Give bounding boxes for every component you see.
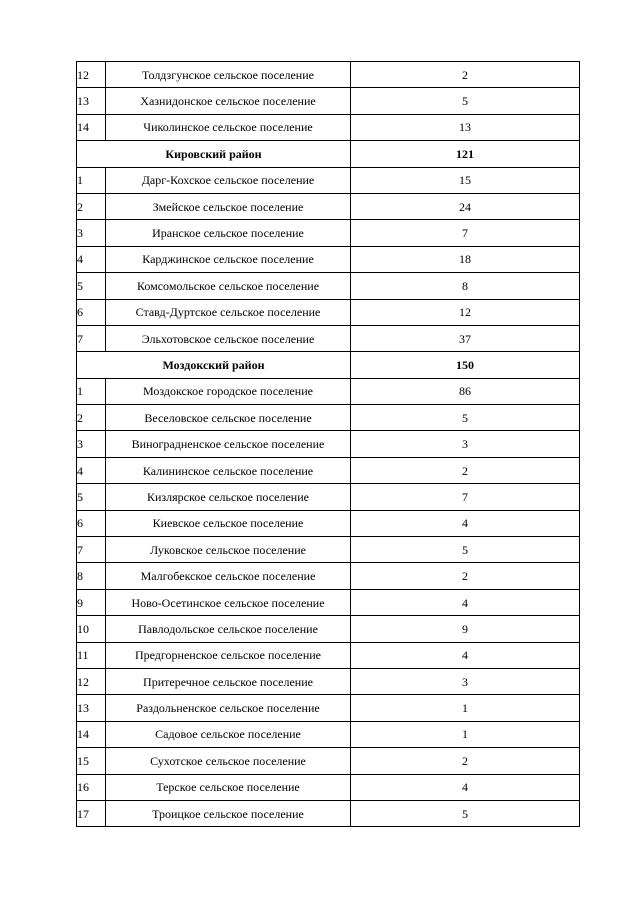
settlement-name-cell: Толдзгунское сельское поселение <box>106 62 351 88</box>
row-number-cell: 1 <box>77 378 106 404</box>
count-cell: 7 <box>351 484 580 510</box>
row-number-cell: 11 <box>77 642 106 668</box>
table-row <box>77 62 580 88</box>
settlement-name-cell: Эльхотовское сельское поселение <box>106 325 351 351</box>
row-number-cell: 12 <box>77 62 106 88</box>
settlement-name-cell: Чиколинское сельское поселение <box>106 114 351 140</box>
table-row <box>77 299 580 325</box>
row-number-cell: 7 <box>77 537 106 563</box>
settlement-name-cell: Хазнидонское сельское поселение <box>106 88 351 114</box>
count-cell: 2 <box>351 563 580 589</box>
table-row <box>77 748 580 774</box>
count-cell: 5 <box>351 88 580 114</box>
settlement-name-cell: Кизлярское сельское поселение <box>106 484 351 510</box>
table-row <box>77 537 580 563</box>
row-number-cell: 3 <box>77 220 106 246</box>
count-cell: 9 <box>351 616 580 642</box>
settlement-name-cell: Иранское сельское поселение <box>106 220 351 246</box>
table-row <box>77 325 580 351</box>
settlement-name-cell: Сухотское сельское поселение <box>106 748 351 774</box>
table-row <box>77 88 580 114</box>
settlement-name-cell: Притеречное сельское поселение <box>106 668 351 694</box>
table-row <box>77 193 580 219</box>
district-total-cell: 150 <box>351 352 580 378</box>
count-cell: 8 <box>351 273 580 299</box>
row-number-cell: 13 <box>77 695 106 721</box>
district-header-row <box>77 352 580 378</box>
count-cell: 5 <box>351 800 580 826</box>
row-number-cell: 6 <box>77 510 106 536</box>
settlement-name-cell: Киевское сельское поселение <box>106 510 351 536</box>
row-number-cell: 2 <box>77 193 106 219</box>
count-cell: 4 <box>351 774 580 800</box>
settlement-name-cell: Луковское сельское поселение <box>106 537 351 563</box>
count-cell: 2 <box>351 457 580 483</box>
table-row <box>77 774 580 800</box>
table-row <box>77 589 580 615</box>
row-number-cell: 6 <box>77 299 106 325</box>
row-number-cell: 3 <box>77 431 106 457</box>
settlement-name-cell: Комсомольское сельское поселение <box>106 273 351 299</box>
count-cell: 5 <box>351 537 580 563</box>
table-row <box>77 246 580 272</box>
settlement-name-cell: Раздольненское сельское поселение <box>106 695 351 721</box>
row-number-cell: 10 <box>77 616 106 642</box>
settlement-name-cell: Виноградненское сельское поселение <box>106 431 351 457</box>
table-row <box>77 167 580 193</box>
table-row <box>77 642 580 668</box>
table-row <box>77 220 580 246</box>
row-number-cell: 17 <box>77 800 106 826</box>
settlement-name-cell: Карджинское сельское поселение <box>106 246 351 272</box>
table-row <box>77 273 580 299</box>
table-row <box>77 457 580 483</box>
settlement-name-cell: Моздокское городское поселение <box>106 378 351 404</box>
count-cell: 1 <box>351 695 580 721</box>
table-row <box>77 563 580 589</box>
count-cell: 24 <box>351 193 580 219</box>
row-number-cell: 4 <box>77 457 106 483</box>
row-number-cell: 12 <box>77 668 106 694</box>
settlement-name-cell: Павлодольское сельское поселение <box>106 616 351 642</box>
row-number-cell: 4 <box>77 246 106 272</box>
table-body <box>77 62 580 827</box>
count-cell: 5 <box>351 405 580 431</box>
count-cell: 37 <box>351 325 580 351</box>
settlement-name-cell: Ставд-Дуртское сельское поселение <box>106 299 351 325</box>
count-cell: 12 <box>351 299 580 325</box>
row-number-cell: 13 <box>77 88 106 114</box>
row-number-cell: 2 <box>77 405 106 431</box>
table-row <box>77 510 580 536</box>
row-number-cell: 14 <box>77 114 106 140</box>
settlement-name-cell: Предгорненское сельское поселение <box>106 642 351 668</box>
district-header-row <box>77 141 580 167</box>
table-row <box>77 378 580 404</box>
row-number-cell: 1 <box>77 167 106 193</box>
table-row <box>77 484 580 510</box>
district-name-cell: Кировский район <box>77 141 351 167</box>
count-cell: 4 <box>351 589 580 615</box>
count-cell: 2 <box>351 62 580 88</box>
count-cell: 1 <box>351 721 580 747</box>
row-number-cell: 8 <box>77 563 106 589</box>
count-cell: 86 <box>351 378 580 404</box>
count-cell: 4 <box>351 642 580 668</box>
count-cell: 3 <box>351 668 580 694</box>
row-number-cell: 7 <box>77 325 106 351</box>
row-number-cell: 14 <box>77 721 106 747</box>
table-row <box>77 695 580 721</box>
table-row <box>77 405 580 431</box>
count-cell: 4 <box>351 510 580 536</box>
district-total-cell: 121 <box>351 141 580 167</box>
table-row <box>77 800 580 826</box>
count-cell: 2 <box>351 748 580 774</box>
count-cell: 18 <box>351 246 580 272</box>
row-number-cell: 5 <box>77 484 106 510</box>
district-name-cell: Моздокский район <box>77 352 351 378</box>
count-cell: 13 <box>351 114 580 140</box>
table-row <box>77 668 580 694</box>
settlement-name-cell: Малгобекское сельское поселение <box>106 563 351 589</box>
settlement-name-cell: Троицкое сельское поселение <box>106 800 351 826</box>
count-cell: 3 <box>351 431 580 457</box>
row-number-cell: 5 <box>77 273 106 299</box>
row-number-cell: 15 <box>77 748 106 774</box>
table-row <box>77 616 580 642</box>
table-row <box>77 431 580 457</box>
settlement-name-cell: Веселовское сельское поселение <box>106 405 351 431</box>
count-cell: 15 <box>351 167 580 193</box>
settlement-name-cell: Ново-Осетинское сельское поселение <box>106 589 351 615</box>
count-cell: 7 <box>351 220 580 246</box>
settlement-name-cell: Дарг-Кохское сельское поселение <box>106 167 351 193</box>
settlements-table <box>76 61 580 827</box>
settlement-name-cell: Терское сельское поселение <box>106 774 351 800</box>
table-row <box>77 114 580 140</box>
settlement-name-cell: Калининское сельское поселение <box>106 457 351 483</box>
settlement-name-cell: Змейское сельское поселение <box>106 193 351 219</box>
settlement-name-cell: Садовое сельское поселение <box>106 721 351 747</box>
row-number-cell: 9 <box>77 589 106 615</box>
table-row <box>77 721 580 747</box>
row-number-cell: 16 <box>77 774 106 800</box>
